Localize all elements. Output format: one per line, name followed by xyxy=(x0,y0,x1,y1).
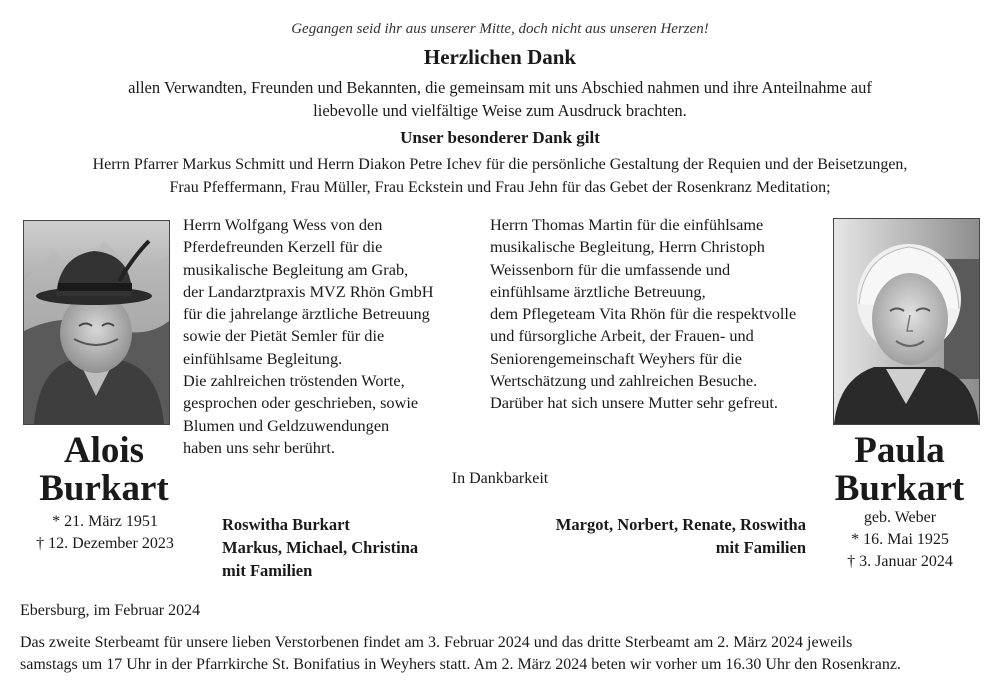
column-line: Wertschätzung und zahlreichen Besuche. xyxy=(490,371,758,391)
column-line: dem Pflegeteam Vita Rhön für die respektvolle xyxy=(490,304,797,324)
death-date: † 3. Januar 2024 xyxy=(847,553,953,570)
last-name: Burkart xyxy=(39,468,169,509)
gratitude-line: In Dankbarkeit xyxy=(451,470,549,487)
birth-date: * 21. März 1951 xyxy=(52,513,158,530)
intro-line: liebevolle und vielfältige Weise zum Ausdruck brachten. xyxy=(313,100,687,120)
column-line: musikalische Begleitung am Grab, xyxy=(183,259,409,279)
column-line: Blumen und Geldzuwendungen xyxy=(183,415,390,435)
mass-notice xyxy=(20,632,985,676)
family-line: Roswitha Burkart xyxy=(222,515,350,534)
first-name: Alois xyxy=(63,430,145,471)
column-line: sowie der Pietät Semler für die xyxy=(183,326,385,346)
notice-line: Das zweite Sterbeamt für unsere lieben Verstorbenen findet am 3. Februar 2024 und das dritte Sterbeamt am 2. März 2024 jeweils xyxy=(20,634,853,651)
intro-line: allen Verwandten, Freunden und Bekannten, die gemeinsam mit uns Abschied nahmen und ihre Anteilnahme auf xyxy=(128,78,872,97)
column-line: Die zahlreichen tröstenden Worte, xyxy=(183,371,405,391)
thanks-column-left xyxy=(183,214,483,459)
column-line: haben uns sehr berührt. xyxy=(183,437,335,457)
family-line: mit Familien xyxy=(715,538,806,557)
maiden-name: geb. Weber xyxy=(863,509,937,526)
column-line: für die jahrelange ärztliche Betreuung xyxy=(183,304,430,324)
motto: Gegangen seid ihr aus unserer Mitte, doch nicht aus unseren Herzen! xyxy=(291,21,709,37)
place-date: Ebersburg, im Februar 2024 xyxy=(20,602,201,619)
portrait-paula-image xyxy=(834,219,979,424)
special-thanks-line: Frau Pfeffermann, Frau Müller, Frau Eckstein und Frau Jehn für das Gebet der Rosenkranz Meditation; xyxy=(169,178,831,196)
column-line: gesprochen oder geschrieben, sowie xyxy=(183,393,419,413)
column-line: musikalische Begleitung, Herrn Christoph xyxy=(490,237,765,257)
portrait-alois-image xyxy=(24,221,169,424)
family-line: Margot, Norbert, Renate, Roswitha xyxy=(555,515,806,534)
family-line: mit Familien xyxy=(222,561,313,580)
column-line: und fürsorgliche Arbeit, der Frauen- und xyxy=(490,326,754,346)
column-line: einfühlsame ärztliche Betreuung, xyxy=(490,281,706,301)
family-line: Markus, Michael, Christina xyxy=(222,538,419,557)
death-date: † 12. Dezember 2023 xyxy=(36,535,174,552)
family-right xyxy=(490,513,806,559)
dates-paula xyxy=(820,507,980,573)
deceased-name-alois xyxy=(18,432,190,508)
family-left xyxy=(222,513,482,582)
column-line: Herrn Thomas Martin für die einfühlsame xyxy=(490,215,764,234)
special-thanks-line: Herrn Pfarrer Markus Schmitt und Herrn Diakon Petre Ichev für die persönliche Gestaltung der Requien und der Beisetzungen, xyxy=(92,156,908,173)
birth-date: * 16. Mai 1925 xyxy=(851,531,949,548)
portrait-alois xyxy=(23,220,170,425)
column-line: Darüber hat sich unsere Mutter sehr gefreut. xyxy=(490,393,778,413)
intro-text xyxy=(60,77,940,122)
thanks-column-right xyxy=(490,214,810,415)
special-thanks-text xyxy=(20,154,980,199)
first-name: Paula xyxy=(854,430,945,471)
column-line: Weissenborn für die umfassende und xyxy=(490,259,731,279)
dates-alois xyxy=(10,511,200,555)
column-line: einfühlsame Begleitung. xyxy=(183,348,343,368)
page-title: Herzlichen Dank xyxy=(423,45,577,69)
column-line: Herrn Wolfgang Wess von den xyxy=(183,215,383,234)
column-line: Pferdefreunden Kerzell für die xyxy=(183,237,383,257)
portrait-paula xyxy=(833,218,980,425)
notice-line: samstags um 17 Uhr in der Pfarrkirche St. Bonifatius in Weyhers statt. Am 2. März 2024 beten wir vorher um 16.30 Uhr den Rosenkranz. xyxy=(20,656,901,673)
column-line: Seniorengemeinschaft Weyhers für die xyxy=(490,348,743,368)
column-line: der Landarztpraxis MVZ Rhön GmbH xyxy=(183,281,434,301)
deceased-name-paula xyxy=(822,432,977,508)
special-thanks-heading: Unser besonderer Dank gilt xyxy=(400,128,600,147)
last-name: Burkart xyxy=(834,468,965,509)
